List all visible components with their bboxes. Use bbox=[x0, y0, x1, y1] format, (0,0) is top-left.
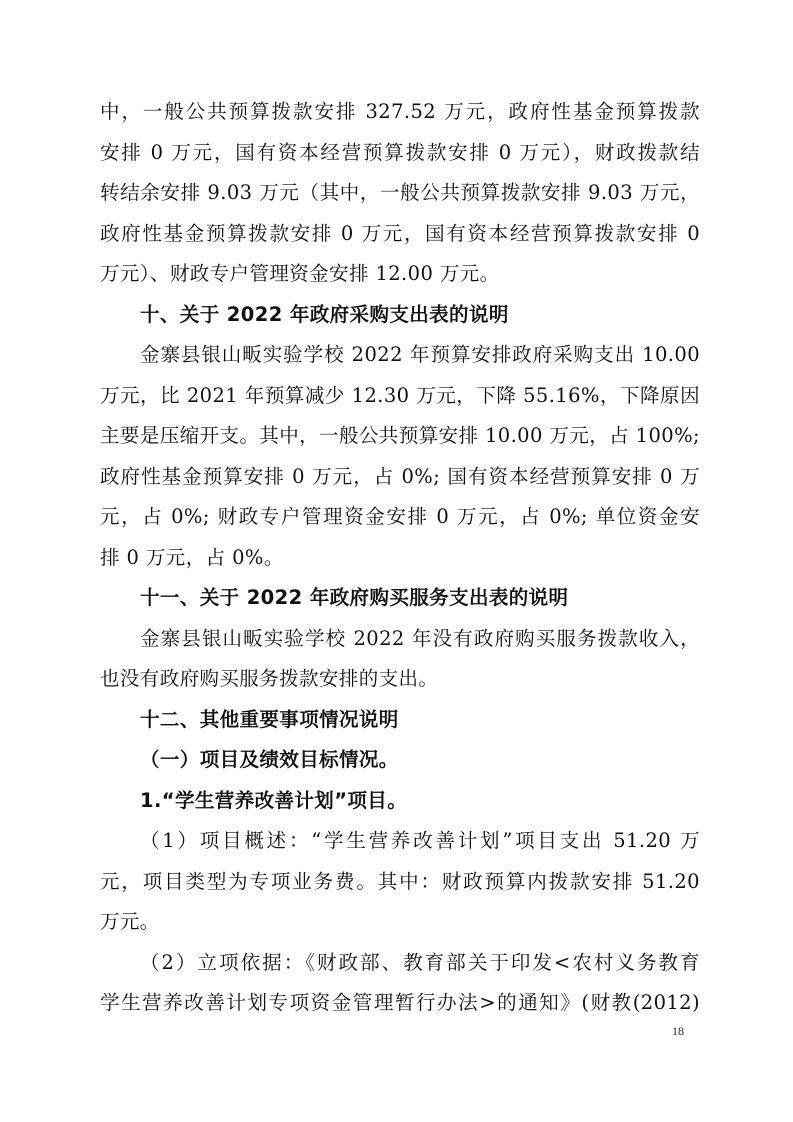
subsection-heading: （一）项目及绩效目标情况。 bbox=[140, 748, 399, 771]
body-text bbox=[100, 92, 700, 1024]
paragraph-line: 政府性基金预算拨款安排 0 万元，国有资本经营预算拨款安排 0 bbox=[100, 221, 700, 245]
paragraph-line: 元，项目类型为专项业务费。其中：财政预算内拨款安排 51.20 bbox=[100, 869, 700, 893]
paragraph-line: 转结余安排 9.03 万元（其中，一般公共预算拨款安排 9.03 万元， bbox=[100, 181, 700, 204]
section-heading-10: 十、关于 2022 年政府采购支出表的说明 bbox=[140, 302, 509, 326]
paragraph-line: 万元。 bbox=[100, 910, 160, 933]
project-heading: 1.“学生营养改善计划”项目。 bbox=[140, 788, 408, 812]
paragraph-line: 中，一般公共预算拨款安排 327.52 万元，政府性基金预算拨款 bbox=[100, 100, 700, 123]
paragraph-line: 学生营养改善计划专项资金管理暂行办法>的通知》(财教(2012) bbox=[100, 991, 700, 1014]
paragraph-line: 也没有政府购买服务拨款安排的支出。 bbox=[100, 667, 439, 690]
paragraph-line: （1）项目概述：“学生营养改善计划”项目支出 51.20 万 bbox=[140, 829, 700, 852]
paragraph-line: 金寨县银山畈实验学校 2022 年没有政府购买服务拨款收入， bbox=[140, 626, 700, 650]
section-heading-11: 十一、关于 2022 年政府购买服务支出表的说明 bbox=[140, 586, 569, 609]
section-heading-12: 十二、其他重要事项情况说明 bbox=[140, 707, 399, 731]
paragraph-line: 金寨县银山畈实验学校 2022 年预算安排政府采购支出 10.00 bbox=[140, 343, 700, 366]
paragraph-line: 元，占 0%; 财政专户管理资金安排 0 万元，占 0%; 单位资金安 bbox=[100, 505, 700, 528]
paragraph-line: （2）立项依据：《财政部、教育部关于印发<农村义务教育 bbox=[140, 950, 700, 974]
paragraph-line: 排 0 万元，占 0%。 bbox=[100, 545, 284, 569]
paragraph-line: 政府性基金预算安排 0 万元，占 0%; 国有资本经营预算安排 0 万 bbox=[100, 464, 700, 488]
paragraph-line: 主要是压缩开支。其中，一般公共预算安排 10.00 万元，占 100%; bbox=[100, 424, 700, 447]
paragraph-line: 万元，比 2021 年预算减少 12.30 万元，下降 55.16%，下降原因 bbox=[100, 383, 700, 407]
page-number: 18 bbox=[672, 1024, 684, 1038]
paragraph-line: 万元）、财政专户管理资金安排 12.00 万元。 bbox=[100, 262, 500, 285]
paragraph-line: 安排 0 万元，国有资本经营预算拨款安排 0 万元），财政拨款结 bbox=[100, 140, 700, 164]
